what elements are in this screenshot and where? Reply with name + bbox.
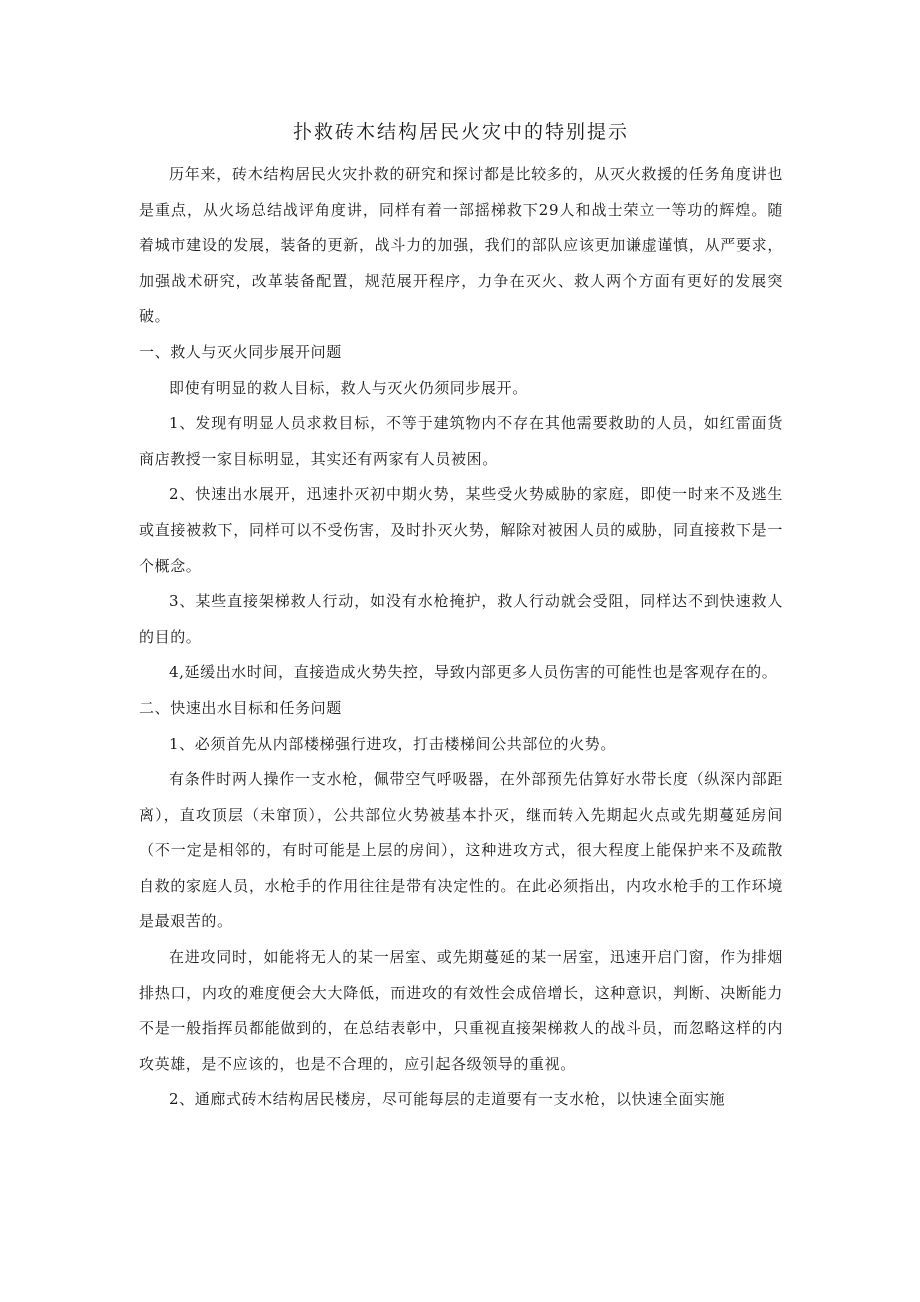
section-2-paragraph-a: 有条件时两人操作一支水枪，佩带空气呼吸器，在外部预先估算好水带长度（纵深内部距离），直攻顶层（未窜顶），公共部位火势被基本扑灭，继而转入先期起火点或先期蔓延房间（不一定是相邻的，有时可能是上层的房间），这种进攻方式，很大程度上能保护来不及疏散自救的家庭人员，水枪手的作用往往是带有决定性的。在此必须指出，内攻水枪手的工作环境是最艰苦的。 [139,770,783,931]
section-heading-2: 二、快速出水目标和任务问题 [139,698,342,717]
section-2-point-2: 2、通廊式砖木结构居民楼房，尽可能每层的走道要有一支水枪，以快速全面实施 [169,1090,726,1109]
intro-paragraph: 历年来，砖木结构居民火灾扑救的研究和探讨都是比较多的，从灭火救援的任务角度讲也是重点，从火场总结战评角度讲，同样有着一部摇梯救下29人和战士荣立一等功的辉煌。随着城市建设的发展，装备的更新，战斗力的加强，我们的部队应该更加谦虚谨慎，从严要求，加强战术研究，改革装备配置，规范展开程序，力争在灭火、救人两个方面有更好的发展突破。 [139,165,783,326]
document-title: 扑救砖木结构居民火灾中的特别提示 [292,121,629,143]
section-1-point-1: 1、发现有明显人员求救目标，不等于建筑物内不存在其他需要救助的人员，如红雷面货商店教授一家目标明显，其实还有两家有人员被困。 [139,414,783,468]
section-heading-1: 一、救人与灭火同步展开问题 [139,342,342,361]
section-1-point-3: 3、某些直接架梯救人行动，如没有水枪掩护，救人行动就会受阻，同样达不到快速救人的目的。 [139,592,783,646]
section-1-point-2: 2、快速出水展开，迅速扑灭初中期火势，某些受火势威胁的家庭，即使一时来不及逃生或直接被救下，同样可以不受伤害，及时扑灭火势，解除对被困人员的威胁，同直接救下是一个概念。 [139,485,783,575]
section-2-paragraph-b: 在进攻同时，如能将无人的某一居室、或先期蔓延的某一居室，迅速开启门窗，作为排烟排热口，内攻的难度便会大大降低，而进攻的有效性会成倍增长，这种意识，判断、决断能力不是一般指挥员都能做到的，在总结表彰中，只重视直接架梯救人的战斗员，而忽略这样的内攻英雄，是不应该的，也是不合理的，应引起各级领导的重视。 [139,948,783,1073]
section-1-point-4: 4,延缓出水时间，直接造成火势失控，导致内部更多人员伤害的可能性也是客观存在的。 [169,663,778,682]
section-2-point-1: 1、必须首先从内部楼梯强行进攻，打击楼梯间公共部位的火势。 [169,734,616,753]
section-1-lead: 即使有明显的救人目标，救人与灭火仍须同步展开。 [169,378,528,397]
